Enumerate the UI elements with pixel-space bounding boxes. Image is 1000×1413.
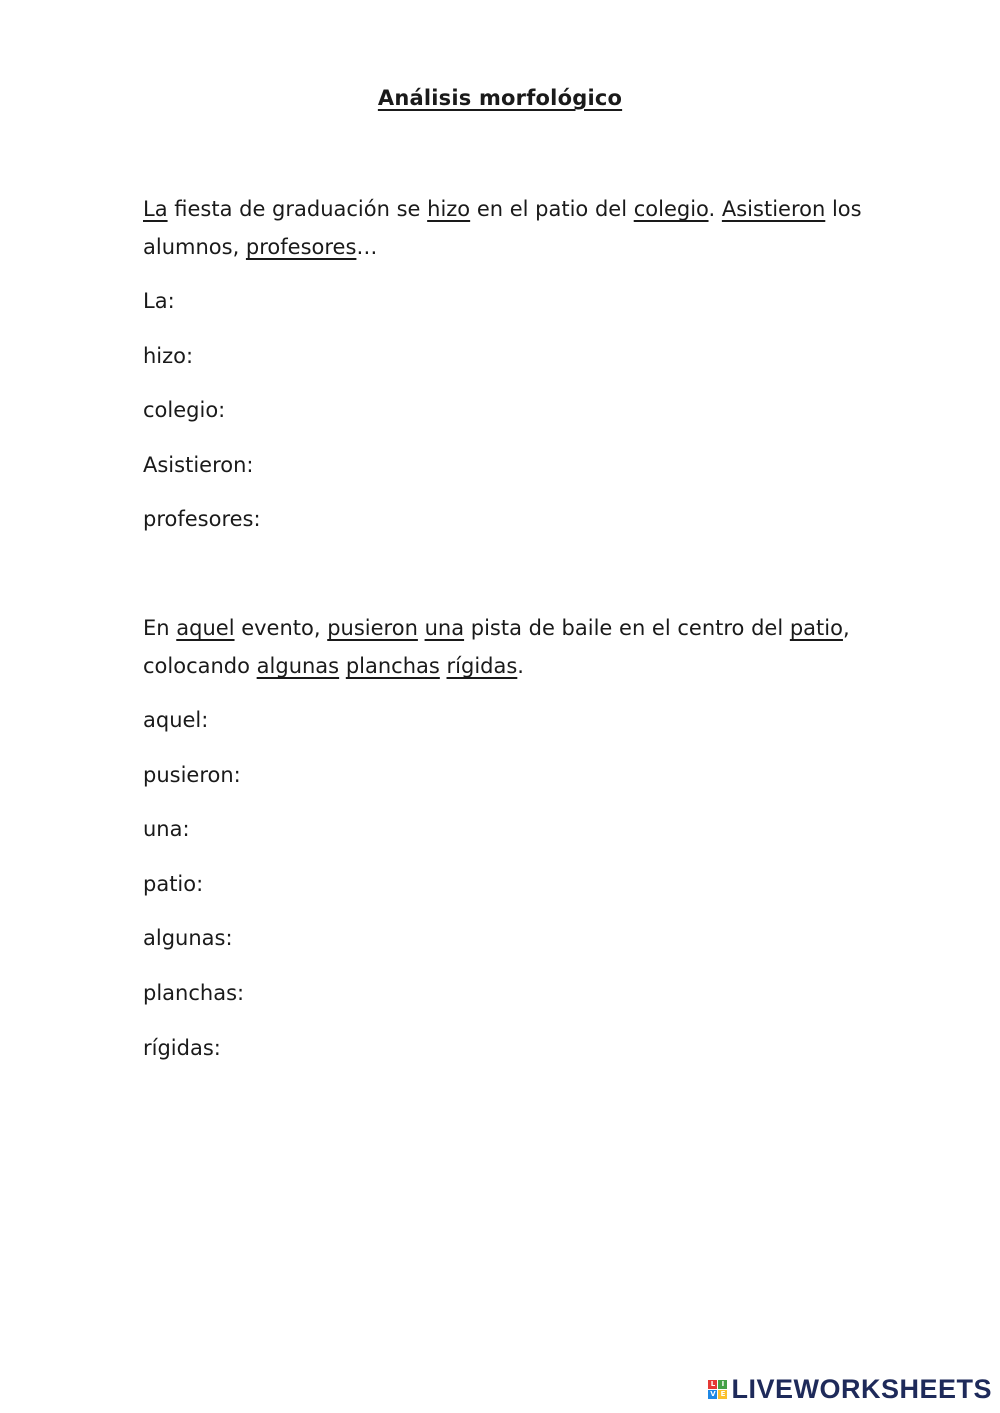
- underlined-word: aquel: [176, 616, 235, 640]
- answer-label: pusieron:: [143, 762, 241, 787]
- underlined-word: rígidas: [446, 654, 518, 678]
- logo-tile: I: [718, 1380, 727, 1389]
- answer-label: colegio:: [143, 398, 226, 423]
- underlined-word: La: [143, 197, 168, 221]
- underlined-word: profesores: [245, 235, 357, 259]
- answer-label: patio:: [143, 871, 204, 896]
- answer-label: una:: [143, 817, 190, 842]
- sentence-paragraph-1: [143, 190, 873, 266]
- sentence-text: pista de baile en el centro del: [464, 616, 790, 640]
- sentence-text: fiesta de graduación se: [167, 197, 428, 221]
- answer-labels-2: [143, 705, 244, 1087]
- underlined-word: planchas: [345, 654, 440, 678]
- answer-label: algunas:: [143, 926, 233, 951]
- sentence-text: [418, 616, 425, 640]
- sentence-text: .: [517, 654, 524, 678]
- sentence-text: .: [708, 197, 722, 221]
- liveworksheets-logo-icon: [708, 1380, 727, 1399]
- brand-text: LIVEWORKSHEETS: [731, 1374, 992, 1404]
- underlined-word: patio: [789, 616, 843, 640]
- underlined-word: Asistieron: [721, 197, 826, 221]
- underlined-word: pusieron: [327, 616, 418, 640]
- answer-label: aquel:: [143, 708, 209, 732]
- underlined-word: algunas: [256, 654, 340, 678]
- answer-label: profesores:: [143, 507, 261, 532]
- answer-label: planchas:: [143, 980, 245, 1005]
- answer-labels-1: [143, 286, 261, 559]
- answer-label: La:: [143, 289, 175, 313]
- sentence-text: los alumnos,: [143, 197, 862, 259]
- underlined-word: hizo: [427, 197, 471, 221]
- sentence-paragraph-2: [143, 609, 873, 685]
- brand-footer: [708, 1374, 992, 1405]
- sentence-text: En: [143, 616, 177, 640]
- underlined-word: colegio: [633, 197, 709, 221]
- sentence-text: , colocando: [143, 616, 850, 678]
- page-title: Análisis morfológico: [377, 86, 623, 110]
- answer-label: hizo:: [143, 343, 194, 368]
- logo-tile: V: [710, 1390, 716, 1398]
- sentence-text: evento,: [234, 616, 328, 640]
- sentence-text: [339, 654, 346, 678]
- sentence-text: [440, 654, 447, 678]
- answer-label: rígidas:: [143, 1035, 221, 1060]
- sentence-text: en el patio del: [470, 197, 634, 221]
- sentence-text: …: [356, 235, 378, 259]
- underlined-word: una: [424, 616, 465, 640]
- answer-label: Asistieron:: [143, 452, 254, 477]
- logo-tile: E: [718, 1390, 727, 1399]
- logo-tile: L: [708, 1380, 717, 1389]
